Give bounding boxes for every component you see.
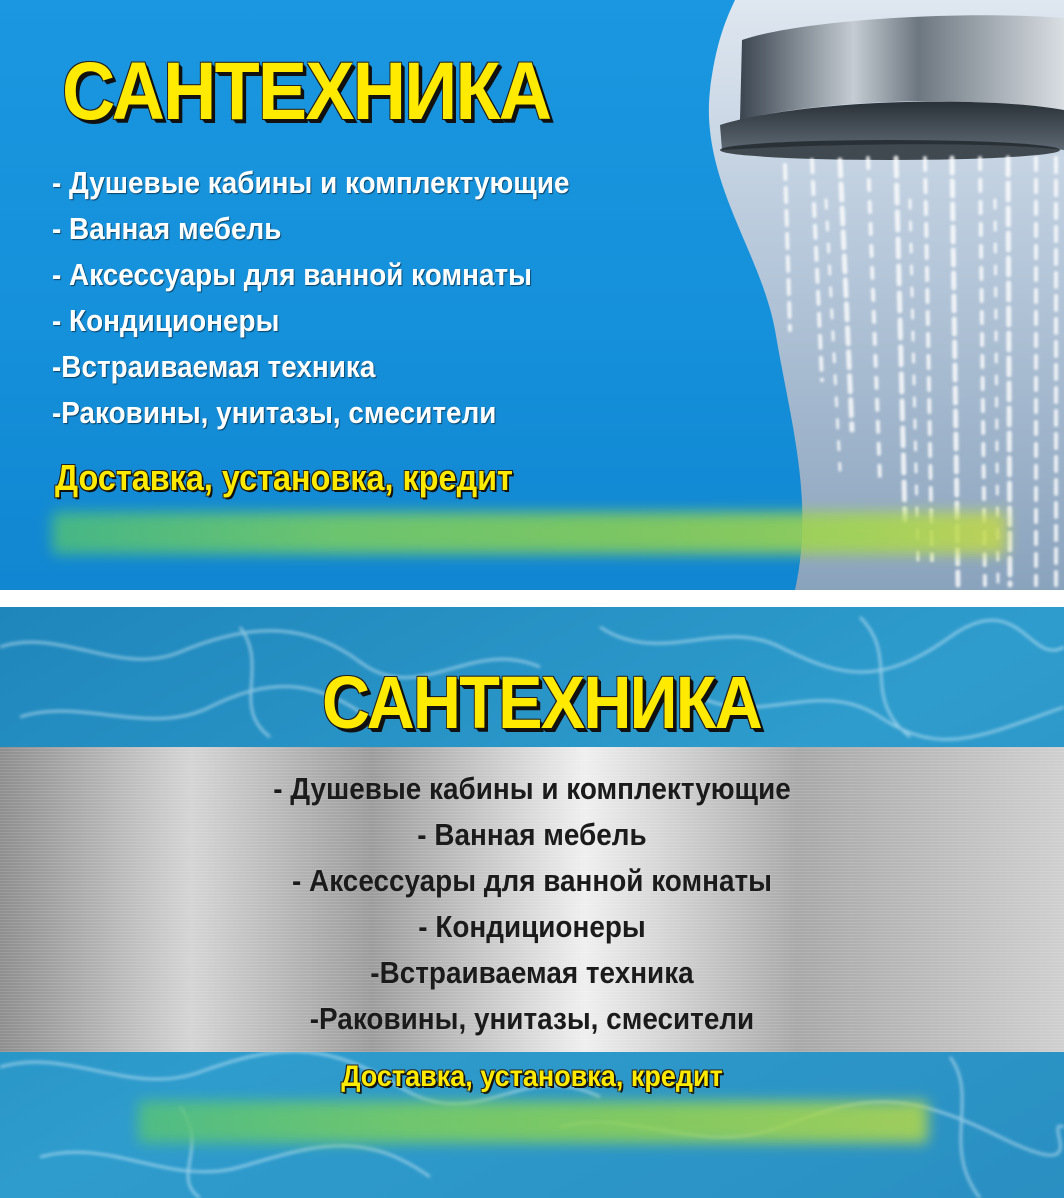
- list-item: - Душевые кабины и комплектующие: [52, 165, 570, 200]
- card-front-product-list: [52, 160, 627, 436]
- list-item: - Кондиционеры: [418, 909, 646, 944]
- list-item: - Ванная мебель: [417, 817, 647, 852]
- list-item: -Раковины, унитазы, смесители: [309, 1001, 755, 1036]
- list-item: -Раковины, унитазы, смесители: [52, 395, 497, 430]
- list-item: - Кондиционеры: [52, 303, 280, 338]
- list-item: -Встраиваемая техника: [52, 349, 376, 384]
- card-back-tagline: Доставка, установка, кредит: [341, 1060, 723, 1093]
- blurred-contact-info: [52, 512, 1007, 554]
- card-front-title: САНТЕХНИКА: [62, 46, 551, 137]
- list-item: - Ванная мебель: [52, 211, 282, 246]
- business-card-front: [0, 0, 1064, 590]
- list-item: - Аксессуары для ванной комнаты: [292, 863, 772, 898]
- card-back-product-list: [0, 766, 1064, 1042]
- business-card-back: [0, 607, 1064, 1198]
- list-item: - Душевые кабины и комплектующие: [273, 771, 791, 806]
- list-item: -Встраиваемая техника: [370, 955, 694, 990]
- blurred-contact-info: [138, 1101, 928, 1143]
- card-back-title: САНТЕХНИКА: [322, 661, 761, 744]
- list-item: - Аксессуары для ванной комнаты: [52, 257, 532, 292]
- card-front-tagline: Доставка, установка, кредит: [55, 457, 513, 498]
